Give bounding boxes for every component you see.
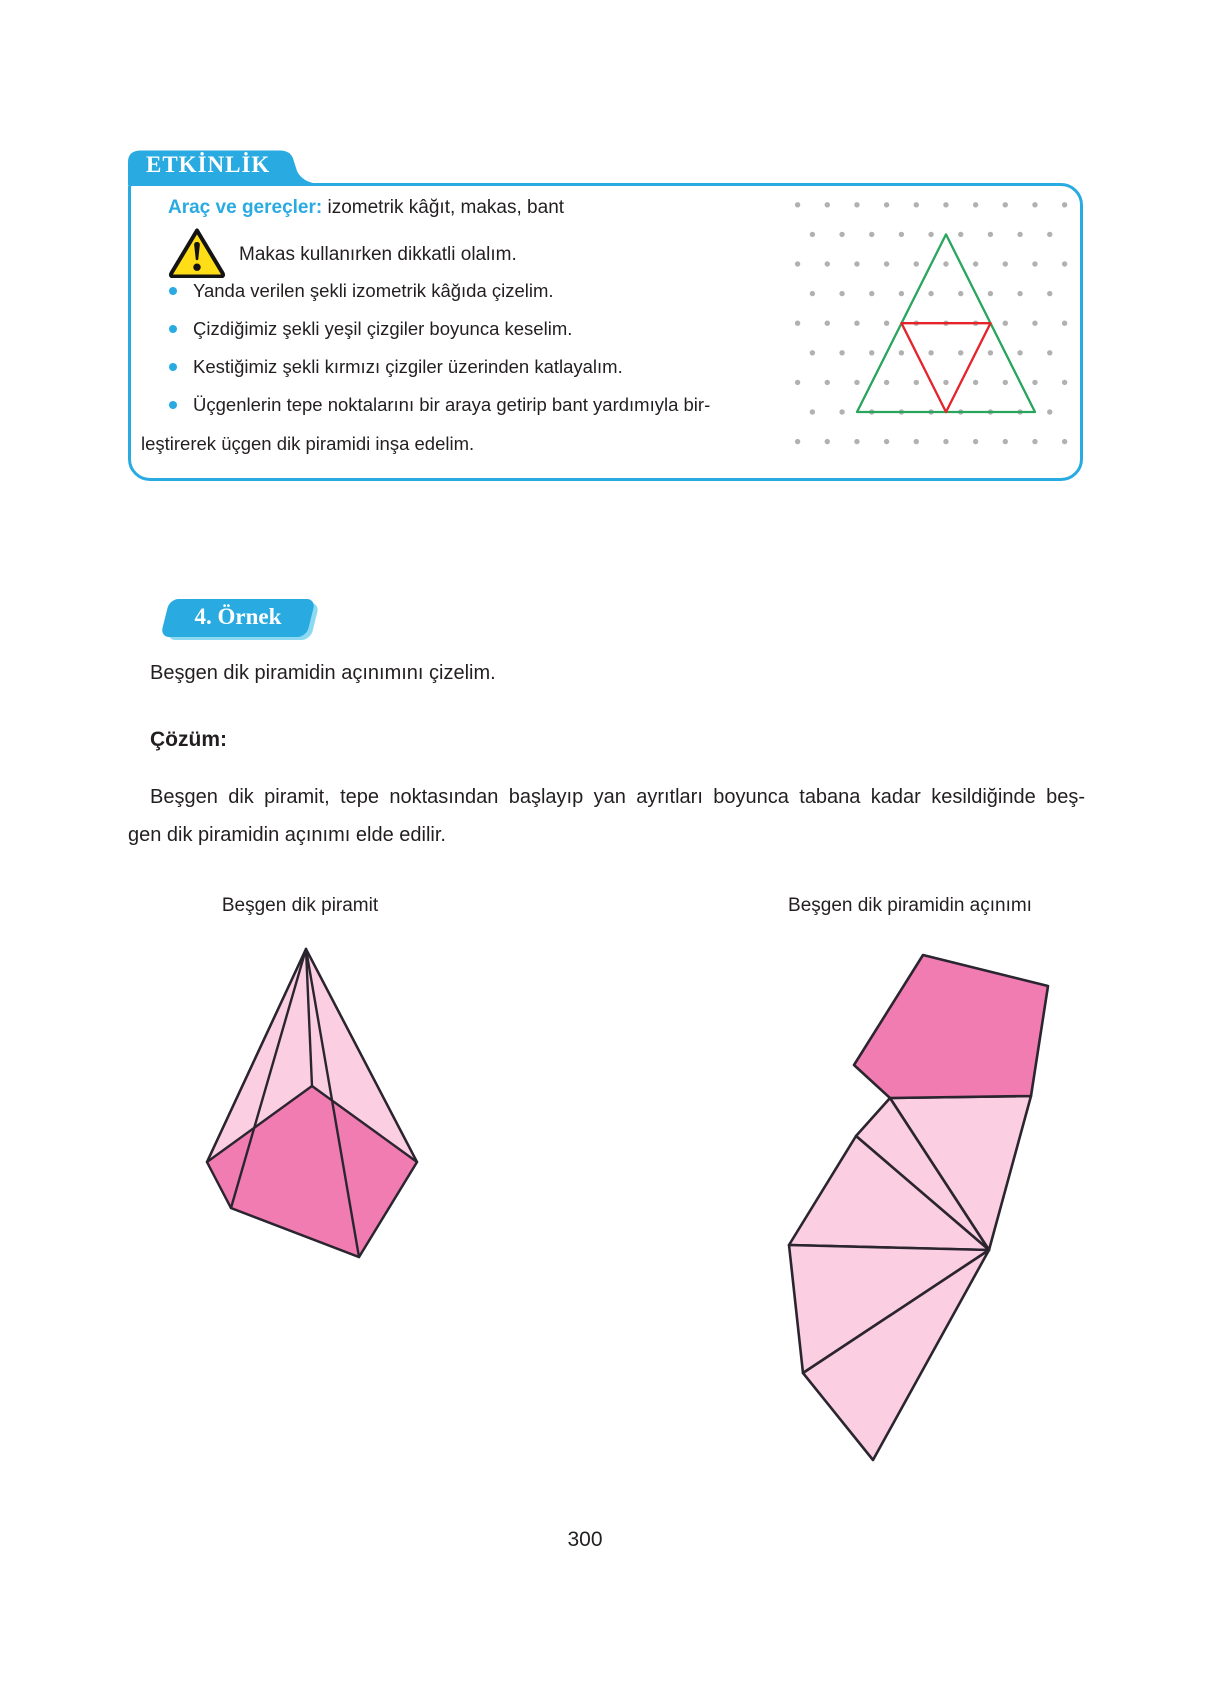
net-figure-label: Beşgen dik piramidin açınımı <box>788 895 1032 916</box>
grid-dot <box>869 291 874 296</box>
example-badge <box>165 599 315 640</box>
grid-dot <box>795 380 800 385</box>
grid-dot <box>884 439 889 444</box>
grid-dot <box>1003 202 1008 207</box>
tools-items: izometrik kâğıt, makas, bant <box>327 197 565 218</box>
grid-dot <box>884 202 889 207</box>
grid-dot <box>825 261 830 266</box>
grid-dot <box>1032 439 1037 444</box>
grid-dot <box>854 202 859 207</box>
pyramid-figure <box>182 932 444 1267</box>
grid-dot <box>1032 380 1037 385</box>
solution-line-2: gen dik piramidin açınımı elde edilir. <box>128 824 446 846</box>
grid-dot <box>795 261 800 266</box>
grid-dot <box>825 380 830 385</box>
grid-dot <box>973 202 978 207</box>
grid-dot <box>988 291 993 296</box>
net-base-pentagon <box>854 955 1048 1098</box>
grid-dot <box>825 321 830 326</box>
grid-dot <box>943 202 948 207</box>
activity-tab-title: ETKİNLİK <box>146 152 271 177</box>
bullet-continuation-text: leştirerek üçgen dik piramidi inşa edelim. <box>141 433 475 454</box>
example-prompt: Beşgen dik piramidin açınımını çizelim. <box>150 662 496 684</box>
grid-dot <box>795 202 800 207</box>
grid-dot <box>899 291 904 296</box>
grid-dot <box>1062 202 1067 207</box>
grid-dot <box>839 291 844 296</box>
grid-dot <box>1032 202 1037 207</box>
grid-dot <box>839 232 844 237</box>
grid-dot <box>795 439 800 444</box>
bullet-item: Yanda verilen şekli izometrik kâğıda çizelim. <box>169 280 929 318</box>
grid-dot <box>1032 321 1037 326</box>
grid-dot <box>958 232 963 237</box>
grid-dot <box>854 439 859 444</box>
grid-dot <box>1017 291 1022 296</box>
grid-dot <box>928 350 933 355</box>
grid-dot <box>884 321 889 326</box>
bullet-dot-icon <box>169 325 177 333</box>
grid-dot <box>973 261 978 266</box>
grid-dot <box>854 380 859 385</box>
grid-dot <box>958 350 963 355</box>
grid-dot <box>973 439 978 444</box>
warning-triangle-icon <box>167 226 227 278</box>
grid-dot <box>1062 439 1067 444</box>
isometric-grid-figure <box>760 188 1080 453</box>
grid-dot <box>810 350 815 355</box>
grid-dot <box>825 439 830 444</box>
grid-dot <box>1032 261 1037 266</box>
grid-dot <box>914 261 919 266</box>
grid-dot <box>1062 321 1067 326</box>
grid-dot <box>1003 439 1008 444</box>
grid-dot <box>1062 261 1067 266</box>
solution-paragraph <box>128 778 1085 854</box>
bullet-item: Kestiğimiz şekli kırmızı çizgiler üzerinden katlayalım. <box>169 356 929 394</box>
bullet-dot-icon <box>169 287 177 295</box>
grid-dot <box>884 380 889 385</box>
grid-dot <box>1003 321 1008 326</box>
grid-dot <box>869 232 874 237</box>
grid-dot <box>928 291 933 296</box>
grid-dot <box>1047 291 1052 296</box>
grid-dot <box>884 261 889 266</box>
net-figure <box>762 932 1068 1477</box>
grid-dot <box>1047 232 1052 237</box>
grid-dot <box>795 321 800 326</box>
tools-line <box>168 197 564 219</box>
grid-dot <box>943 261 948 266</box>
solution-line-1: Beşgen dik piramit, tepe noktasından başlayıp yan ayrıtları boyunca tabana kadar kesildiğinde beş- <box>150 786 1085 808</box>
page-number: 300 <box>567 1528 603 1551</box>
grid-dot <box>854 321 859 326</box>
grid-dot <box>1003 380 1008 385</box>
grid-dot <box>943 380 948 385</box>
grid-dot <box>988 232 993 237</box>
bullet-dot-icon <box>169 363 177 371</box>
solution-heading: Çözüm: <box>150 728 227 751</box>
grid-dot <box>928 232 933 237</box>
grid-dot <box>973 380 978 385</box>
grid-dot <box>1047 409 1052 414</box>
red-fold-triangle <box>902 323 991 412</box>
grid-dot <box>943 439 948 444</box>
grid-dot <box>810 291 815 296</box>
grid-dot <box>1017 232 1022 237</box>
grid-dot <box>825 202 830 207</box>
bullet-item: Çizdiğimiz şekli yeşil çizgiler boyunca keselim. <box>169 318 929 356</box>
grid-dot <box>810 232 815 237</box>
grid-dot <box>839 409 844 414</box>
tools-label: Araç ve gereçler: <box>168 197 323 218</box>
bullet-item: Üçgenlerin tepe noktalarını bir araya getirip bant yardımıyla bir- <box>169 394 929 432</box>
grid-dot <box>1047 350 1052 355</box>
grid-dot <box>810 409 815 414</box>
bullet-dot-icon <box>169 401 177 409</box>
grid-dot <box>914 380 919 385</box>
grid-dot <box>839 350 844 355</box>
example-badge-label: 4. Örnek <box>194 604 282 629</box>
grid-dot <box>988 350 993 355</box>
grid-dot <box>899 350 904 355</box>
pyramid-figure-label: Beşgen dik piramit <box>221 895 379 916</box>
grid-dot <box>854 261 859 266</box>
grid-dot <box>869 350 874 355</box>
grid-dot <box>914 202 919 207</box>
grid-dot <box>1062 380 1067 385</box>
grid-dot <box>958 291 963 296</box>
grid-dot <box>1003 261 1008 266</box>
grid-dot <box>1017 350 1022 355</box>
grid-dot <box>914 439 919 444</box>
grid-dot <box>899 232 904 237</box>
warning-text: Makas kullanırken dikkatli olalım. <box>239 244 517 265</box>
